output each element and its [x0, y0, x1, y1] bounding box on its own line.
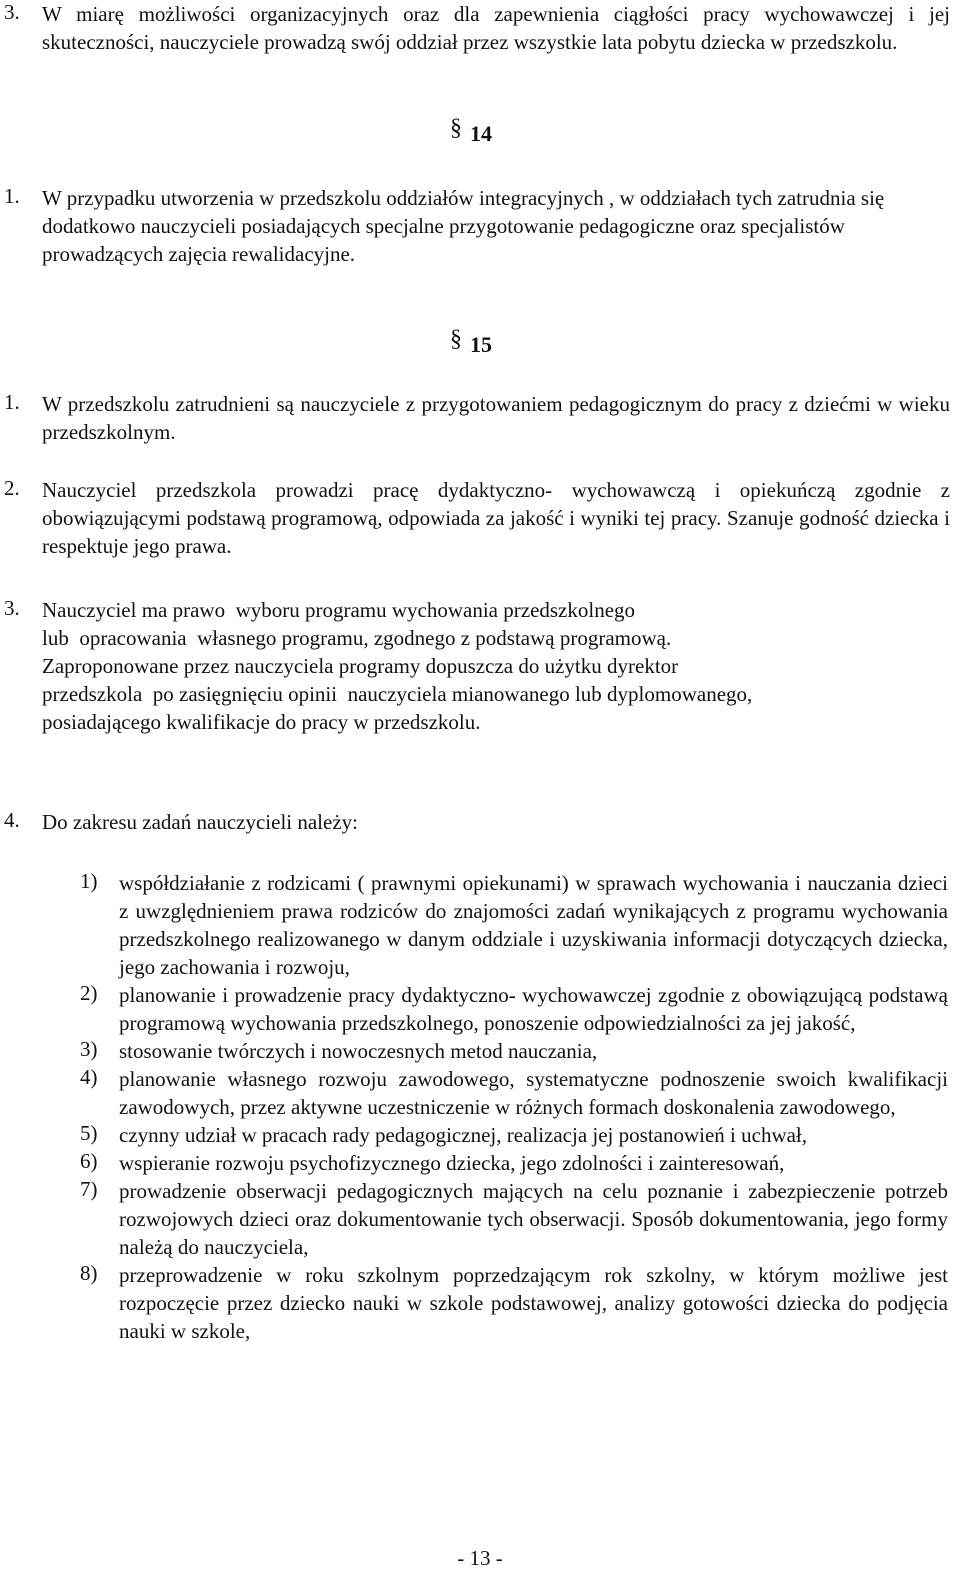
list-item	[80, 1261, 948, 1345]
paragraph-3-top	[4, 0, 950, 56]
list-item-text: prowadzenie obserwacji pedagogicznych mających na celu poznanie i zabezpieczenie potrzeb rozwojowych dzieci oraz dokumentowanie tych obserwacji. Sposób dokumentowania, jego formy należą do nauczyciela,	[119, 1179, 948, 1259]
section-symbol: §	[450, 326, 462, 352]
list-item-number: 6)	[80, 1149, 98, 1173]
list-item-text: planowanie i prowadzenie pracy dydaktyczno- wychowawczej zgodnie z obowiązującą podstawą programową wychowania przedszkolnego, ponoszenie odpowiedzialności za jej jakość,	[119, 983, 948, 1035]
paragraph-line: Zaproponowane przez nauczyciela programy dopuszcza do użytku dyrektor	[42, 654, 679, 678]
list-item-text: przeprowadzenie w roku szkolnym poprzedzającym rok szkolny, w którym możliwe jest rozpoczęcie przez dziecko nauki w szkole podstawowej, analizy gotowości dziecka do podjęcia nauki w szkole,	[119, 1263, 948, 1343]
list-item-text: wspieranie rozwoju psychofizycznego dziecka, jego zdolności i zainteresowań,	[119, 1151, 785, 1175]
list-item-number: 4)	[80, 1065, 98, 1089]
paragraph-number: 1.	[4, 390, 20, 414]
list-item	[80, 1037, 948, 1065]
section-15-heading	[450, 326, 492, 359]
paragraph-number: 2.	[4, 476, 20, 500]
list-item	[80, 1121, 948, 1149]
paragraph-text: W miarę możliwości organizacyjnych oraz dla zapewnienia ciągłości pracy wychowawczej i jej skuteczności, nauczyciele prowadzą swój oddział przez wszystkie lata pobytu dziecka w przedszkolu.	[42, 2, 950, 54]
paragraph-number: 1.	[4, 184, 20, 208]
paragraph-text: W przedszkolu zatrudnieni są nauczyciele z przygotowaniem pedagogicznym do pracy z dziećmi w wieku przedszkolnym.	[42, 392, 950, 444]
task-list	[80, 869, 948, 1345]
section-14-heading	[450, 115, 492, 148]
list-item-text: czynny udział w pracach rady pedagogicznej, realizacja jej postanowień i uchwał,	[119, 1123, 808, 1147]
paragraph-number: 3.	[4, 596, 20, 620]
section-symbol: §	[450, 115, 462, 141]
page-number: - 13 -	[457, 1546, 503, 1570]
paragraph-text: W przypadku utworzenia w przedszkolu oddziałów integracyjnych , w oddziałach tych zatrudnia się dodatkowo nauczycieli posiadających specjalne przygotowanie pedagogiczne oraz specjalistów prowadzących zajęcia rewalidacyjne.	[42, 186, 885, 266]
paragraph-line: posiadającego kwalifikacje do pracy w przedszkolu.	[42, 710, 481, 734]
section-14-paragraph-1	[4, 184, 950, 268]
list-item	[80, 869, 948, 981]
paragraph-text	[42, 596, 950, 736]
section-15-paragraph-2	[4, 476, 950, 560]
list-item-number: 8)	[80, 1261, 98, 1285]
list-item-number: 1)	[80, 869, 98, 893]
list-item-text: stosowanie twórczych i nowoczesnych metod nauczania,	[119, 1039, 598, 1063]
list-item	[80, 1149, 948, 1177]
section-number: 14	[470, 121, 492, 146]
paragraph-line: Nauczyciel ma prawo wyboru programu wychowania przedszkolnego	[42, 598, 636, 622]
list-item-number: 7)	[80, 1177, 98, 1201]
list-item	[80, 1065, 948, 1121]
paragraph-line: lub opracowania własnego programu, zgodnego z podstawą programową.	[42, 626, 672, 650]
paragraph-number: 4.	[4, 808, 20, 832]
paragraph-line: przedszkola po zasięgnięciu opinii nauczyciela mianowanego lub dyplomowanego,	[42, 682, 753, 706]
list-item	[80, 1177, 948, 1261]
section-15-paragraph-4	[4, 808, 950, 836]
paragraph-text: Do zakresu zadań nauczycieli należy:	[42, 810, 358, 834]
paragraph-text: Nauczyciel przedszkola prowadzi pracę dydaktyczno- wychowawczą i opiekuńczą zgodnie z obowiązującymi podstawą programową, odpowiada za jakość i wyniki tej pracy. Szanuje godność dziecka i respektuje jego prawa.	[42, 478, 950, 558]
section-15-paragraph-3	[4, 596, 950, 736]
list-item-text: planowanie własnego rozwoju zawodowego, systematyczne podnoszenie swoich kwalifikacji zawodowych, przez aktywne uczestniczenie w różnych formach doskonalenia zawodowego,	[119, 1067, 948, 1119]
paragraph-number: 3.	[4, 0, 20, 24]
section-number: 15	[470, 332, 492, 357]
list-item	[80, 981, 948, 1037]
list-item-number: 5)	[80, 1121, 98, 1145]
list-item-number: 3)	[80, 1037, 98, 1061]
list-item-number: 2)	[80, 981, 98, 1005]
list-item-text: współdziałanie z rodzicami ( prawnymi opiekunami) w sprawach wychowania i nauczania dzieci z uwzględnieniem prawa rodziców do znajomości zadań wynikających z programu wychowania przedszkolnego realizowanego w danym oddziale i uzyskiwania informacji dotyczących dziecka, jego zachowania i rozwoju,	[119, 871, 948, 979]
section-15-paragraph-1	[4, 390, 950, 446]
